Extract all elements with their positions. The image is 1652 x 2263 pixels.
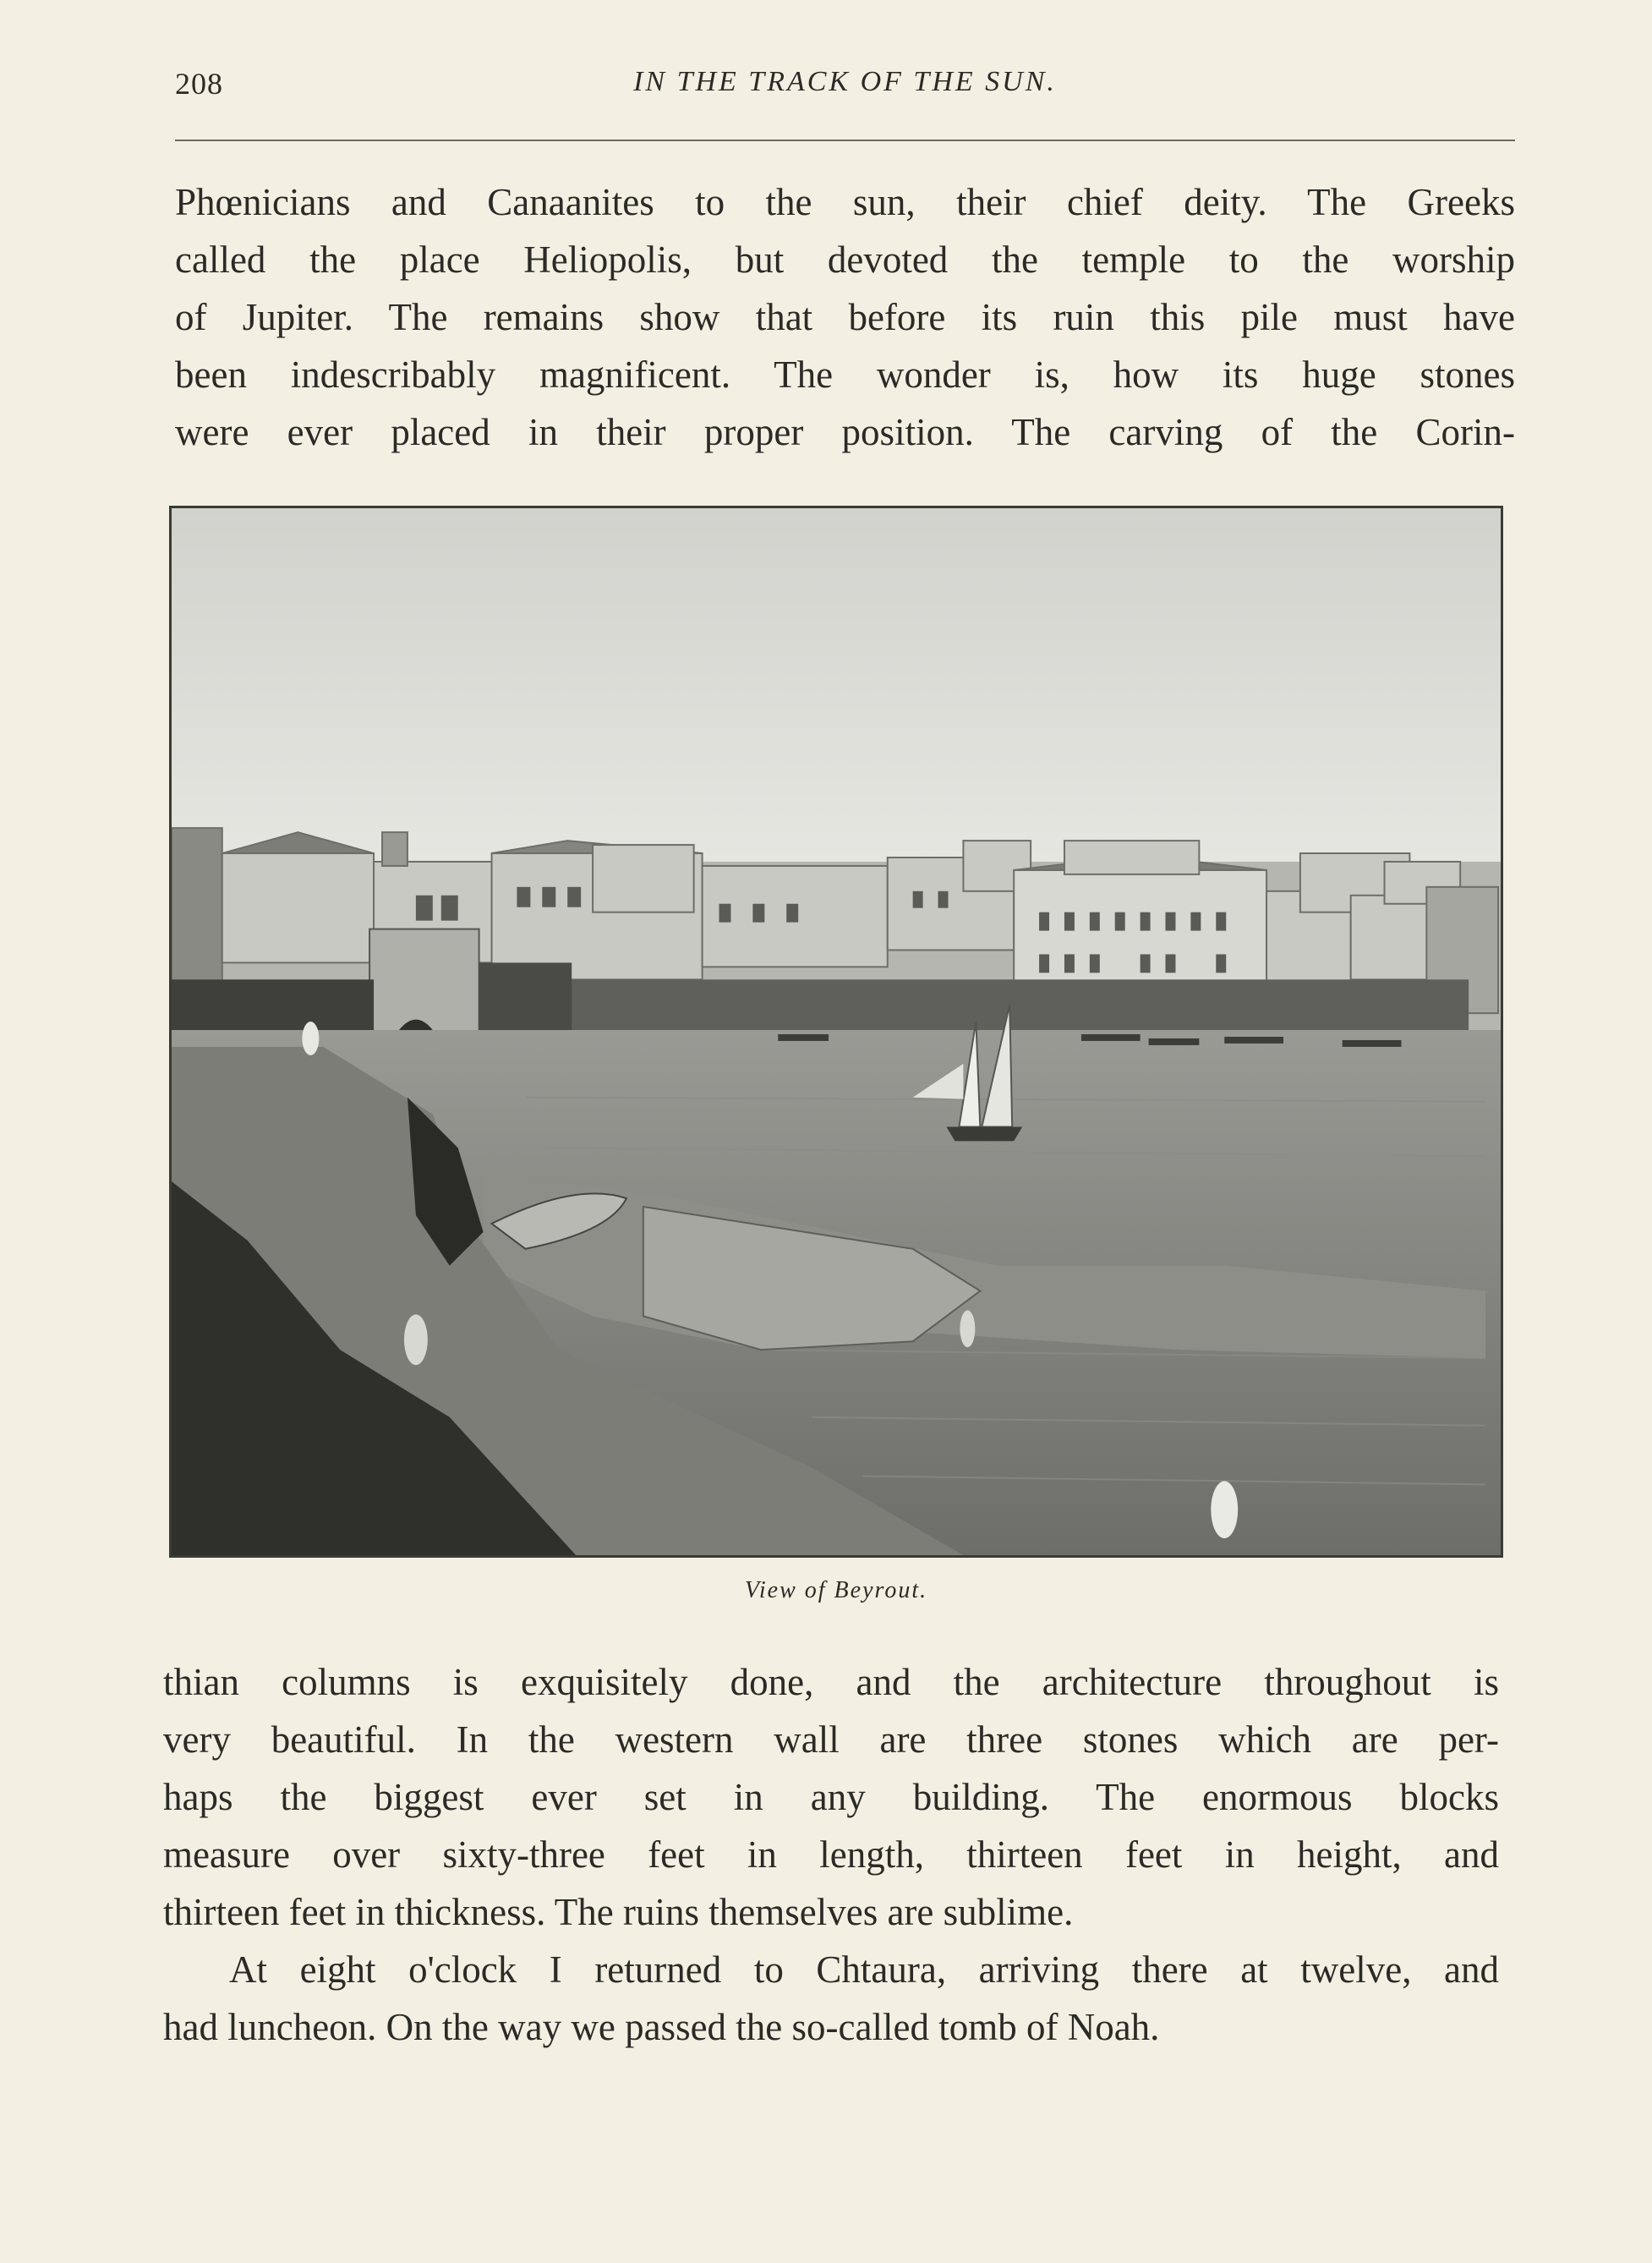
text-line: thirteen feet in thickness. The ruins themselves are sublime.: [163, 1891, 1074, 1933]
text-line: were ever placed in their proper position. The carving of the Corin-: [175, 411, 1515, 453]
text-line: measure over sixty-three feet in length, thirteen feet in height, and: [163, 1833, 1499, 1876]
text-line: called the place Heliopolis, but devoted the temple to the worship: [175, 238, 1515, 281]
header-rule: [175, 140, 1515, 141]
running-title: IN THE TRACK OF THE SUN.: [633, 66, 1057, 97]
text-line: of Jupiter. The remains show that before its ruin this pile must have: [175, 296, 1515, 338]
sky: [172, 508, 1501, 862]
running-head: [175, 66, 1515, 108]
paragraph-bottom: [163, 1653, 1499, 2056]
figure-caption: View of Beyrout.: [744, 1577, 928, 1603]
text-line: been indescribably magnificent. The wonder is, how its huge stones: [175, 353, 1515, 396]
text-line: Phœnicians and Canaanites to the sun, their chief deity. The Greeks: [175, 181, 1515, 223]
photograph-view-of-beyrout: [169, 506, 1503, 1558]
text-line: very beautiful. In the western wall are three stones which are per-: [163, 1718, 1499, 1761]
text-line: haps the biggest ever set in any building. The enormous blocks: [163, 1776, 1499, 1818]
harbor-photo: [172, 508, 1501, 1555]
paragraph-top: [175, 173, 1515, 461]
text-line: thian columns is exquisitely done, and the architecture throughout is: [163, 1661, 1499, 1703]
text-line: had luncheon. On the way we passed the so-called tomb of Noah.: [163, 2006, 1160, 2048]
text-line: At eight o'clock I returned to Chtaura, arriving there at twelve, and: [229, 1948, 1499, 1991]
page-number: 208: [175, 67, 223, 101]
